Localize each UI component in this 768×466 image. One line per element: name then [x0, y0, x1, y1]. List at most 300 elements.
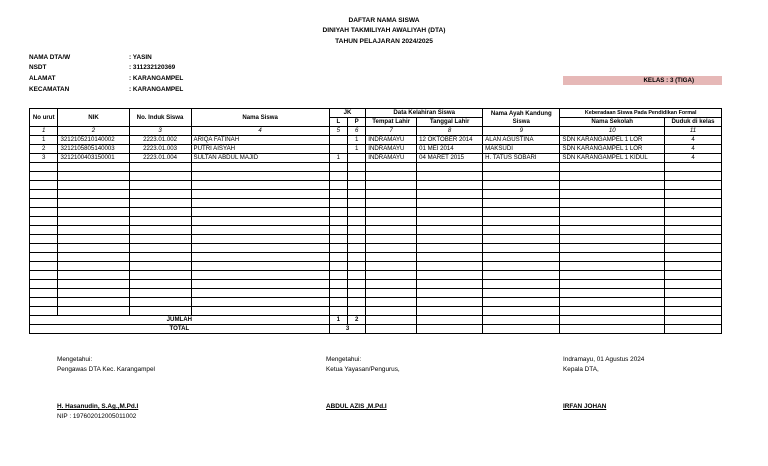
- sig-line1: Indramayu, 01 Agustus 2024: [563, 356, 645, 363]
- empty-cell: [30, 271, 58, 280]
- empty-cell: [58, 163, 129, 172]
- empty-cell: [58, 172, 129, 181]
- empty-cell: [366, 307, 417, 316]
- info-kecamatan: [29, 85, 183, 95]
- empty-cell: [366, 253, 417, 262]
- empty-cell: [129, 226, 191, 235]
- empty-cell: [129, 163, 191, 172]
- empty-cell: [417, 226, 483, 235]
- sig-nip: NIP : 197602012005011002: [57, 413, 137, 420]
- empty-cell: [329, 163, 347, 172]
- header-nik: NIK: [58, 109, 129, 127]
- empty-cell: [483, 307, 560, 316]
- col-number: 1: [30, 127, 58, 136]
- empty-cell: [348, 208, 366, 217]
- empty-cell: [58, 199, 129, 208]
- empty-cell: [560, 298, 665, 307]
- empty-cell: [30, 307, 58, 316]
- empty-cell: [560, 199, 665, 208]
- empty-cell: [483, 325, 560, 334]
- doc-subtitle: DINIYAH TAKMILIYAH AWALIYAH (DTA): [322, 27, 446, 34]
- empty-cell: [665, 226, 722, 235]
- empty-cell: [30, 181, 58, 190]
- empty-cell: [366, 325, 417, 334]
- cell-nama: SULTAN ABDUL MAJID: [191, 154, 329, 163]
- empty-cell: [560, 289, 665, 298]
- empty-cell: [665, 307, 722, 316]
- empty-cell: [665, 172, 722, 181]
- header-tanggal: Tanggal Lahir: [417, 118, 483, 127]
- empty-cell: [417, 208, 483, 217]
- cell-p: [348, 154, 366, 163]
- sig-line1: Mengetahui:: [326, 356, 362, 363]
- empty-cell: [483, 298, 560, 307]
- empty-row: [30, 226, 722, 235]
- empty-cell: [560, 262, 665, 271]
- empty-cell: [560, 217, 665, 226]
- cell-kelas: 4: [665, 154, 722, 163]
- empty-row: [30, 298, 722, 307]
- empty-cell: [191, 298, 329, 307]
- empty-cell: [129, 181, 191, 190]
- empty-cell: [483, 181, 560, 190]
- empty-cell: [129, 190, 191, 199]
- empty-cell: [58, 208, 129, 217]
- empty-cell: [329, 217, 347, 226]
- col-number: 11: [665, 127, 722, 136]
- empty-cell: [191, 235, 329, 244]
- empty-cell: [665, 208, 722, 217]
- empty-cell: [30, 235, 58, 244]
- header-kelahiran: Data Kelahiran Siswa: [366, 109, 483, 118]
- empty-cell: [30, 298, 58, 307]
- empty-cell: [417, 172, 483, 181]
- empty-cell: [483, 289, 560, 298]
- empty-cell: [348, 271, 366, 280]
- sig-name: H. Hasanudin, S.Ag.,M.Pd.I: [57, 403, 139, 410]
- empty-cell: [483, 208, 560, 217]
- empty-cell: [30, 262, 58, 271]
- info-value: : 311232120369: [129, 64, 176, 71]
- empty-cell: [191, 262, 329, 271]
- empty-cell: [665, 280, 722, 289]
- header-duduk: Duduk di kelas: [665, 118, 722, 127]
- empty-cell: [329, 190, 347, 199]
- empty-cell: [191, 199, 329, 208]
- header-induk: No. Induk Siswa: [129, 109, 191, 127]
- empty-cell: [560, 208, 665, 217]
- empty-cell: [58, 244, 129, 253]
- cell-tanggal: 04 MARET 2015: [417, 154, 483, 163]
- empty-cell: [483, 172, 560, 181]
- sig-line2: Ketua Yayasan/Pengurus,: [326, 366, 400, 373]
- empty-cell: [348, 307, 366, 316]
- empty-cell: [30, 190, 58, 199]
- empty-cell: [191, 217, 329, 226]
- table-row: [30, 145, 722, 154]
- empty-cell: [417, 271, 483, 280]
- empty-cell: [483, 316, 560, 325]
- cell-nama: ARIQA FATINAH: [191, 136, 329, 145]
- cell-p: 1: [348, 145, 366, 154]
- empty-cell: [483, 163, 560, 172]
- empty-cell: [665, 199, 722, 208]
- empty-cell: [129, 271, 191, 280]
- table-row: [30, 136, 722, 145]
- signature-pengawas: [57, 355, 155, 422]
- empty-cell: [129, 307, 191, 316]
- empty-cell: [129, 262, 191, 271]
- cell-kelas: 4: [665, 136, 722, 145]
- info-label: NAMA DTA/W: [29, 54, 71, 61]
- empty-cell: [417, 325, 483, 334]
- empty-row: [30, 271, 722, 280]
- empty-cell: [483, 226, 560, 235]
- empty-cell: [30, 172, 58, 181]
- empty-cell: [483, 244, 560, 253]
- empty-cell: [665, 235, 722, 244]
- col-number: 2: [58, 127, 129, 136]
- col-number: 6: [348, 127, 366, 136]
- empty-row: [30, 244, 722, 253]
- empty-cell: [483, 235, 560, 244]
- cell-p: 1: [348, 136, 366, 145]
- empty-cell: [129, 289, 191, 298]
- empty-cell: [483, 262, 560, 271]
- empty-cell: [329, 298, 347, 307]
- empty-cell: [129, 253, 191, 262]
- empty-cell: [129, 298, 191, 307]
- empty-cell: [348, 217, 366, 226]
- empty-cell: [58, 298, 129, 307]
- empty-cell: [366, 181, 417, 190]
- empty-cell: [417, 289, 483, 298]
- empty-cell: [329, 307, 347, 316]
- empty-cell: [417, 316, 483, 325]
- empty-cell: [560, 226, 665, 235]
- empty-cell: [129, 235, 191, 244]
- empty-cell: [366, 316, 417, 325]
- sig-line1: Mengetahui:: [57, 356, 93, 363]
- empty-cell: [483, 253, 560, 262]
- empty-cell: [30, 217, 58, 226]
- empty-cell: [191, 280, 329, 289]
- empty-cell: [348, 235, 366, 244]
- empty-cell: [191, 226, 329, 235]
- empty-cell: [191, 244, 329, 253]
- info-alamat: [29, 74, 183, 84]
- cell-tempat: INDRAMAYU: [366, 136, 417, 145]
- empty-cell: [58, 289, 129, 298]
- empty-cell: [348, 289, 366, 298]
- empty-cell: [560, 316, 665, 325]
- sig-name: IRFAN JOHAN: [563, 403, 607, 410]
- empty-cell: [348, 172, 366, 181]
- empty-cell: [665, 163, 722, 172]
- empty-cell: [348, 244, 366, 253]
- empty-row: [30, 181, 722, 190]
- empty-cell: [191, 253, 329, 262]
- cell-nik: 3212105210140002: [58, 136, 129, 145]
- empty-cell: [665, 298, 722, 307]
- empty-row: [30, 190, 722, 199]
- col-number: 4: [191, 127, 329, 136]
- cell-sekolah: SDN KARANGAMPEL 1 LOR: [560, 145, 665, 154]
- empty-cell: [560, 172, 665, 181]
- empty-cell: [560, 244, 665, 253]
- table-row: [30, 154, 722, 163]
- empty-cell: [417, 307, 483, 316]
- signature-ketua: [326, 355, 400, 412]
- empty-cell: [191, 307, 329, 316]
- empty-cell: [129, 172, 191, 181]
- empty-cell: [58, 235, 129, 244]
- empty-cell: [366, 226, 417, 235]
- empty-cell: [366, 298, 417, 307]
- info-value: : KARANGAMPEL: [129, 75, 184, 82]
- empty-cell: [665, 253, 722, 262]
- empty-cell: [665, 217, 722, 226]
- empty-cell: [58, 262, 129, 271]
- empty-cell: [417, 199, 483, 208]
- empty-cell: [417, 298, 483, 307]
- jumlah-p: 2: [348, 316, 366, 325]
- empty-cell: [665, 262, 722, 271]
- cell-ayah: H. TATUS SOBARI: [483, 154, 560, 163]
- empty-cell: [417, 235, 483, 244]
- empty-cell: [30, 280, 58, 289]
- cell-nik: 3212105805140003: [58, 145, 129, 154]
- cell-ayah: ALAN AGUSTINA: [483, 136, 560, 145]
- empty-cell: [417, 244, 483, 253]
- header-nama: Nama Siswa: [191, 109, 329, 127]
- empty-cell: [58, 253, 129, 262]
- cell-no: 2: [30, 145, 58, 154]
- empty-cell: [665, 244, 722, 253]
- empty-cell: [30, 163, 58, 172]
- empty-cell: [329, 172, 347, 181]
- cell-induk: 2223.01.004: [129, 154, 191, 163]
- signature-kepala: [563, 355, 644, 412]
- empty-cell: [417, 190, 483, 199]
- cell-l: 1: [329, 154, 347, 163]
- empty-cell: [129, 208, 191, 217]
- info-nama-dta: [29, 53, 152, 63]
- empty-cell: [366, 208, 417, 217]
- empty-cell: [483, 280, 560, 289]
- empty-cell: [560, 325, 665, 334]
- jumlah-row: [30, 316, 722, 325]
- cell-tanggal: 12 OKTOBER 2014: [417, 136, 483, 145]
- doc-title: DAFTAR NAMA SISWA: [348, 17, 420, 24]
- empty-row: [30, 217, 722, 226]
- empty-cell: [417, 217, 483, 226]
- empty-cell: [560, 253, 665, 262]
- empty-cell: [329, 289, 347, 298]
- empty-cell: [366, 172, 417, 181]
- cell-nik: 3212100403150001: [58, 154, 129, 163]
- empty-cell: [30, 226, 58, 235]
- sig-name: ABDUL AZIS ,M.Pd.I: [326, 403, 387, 410]
- header-tempat: Tempat Lahir: [366, 118, 417, 127]
- empty-cell: [30, 199, 58, 208]
- empty-cell: [329, 226, 347, 235]
- info-label: NSDT: [29, 64, 47, 71]
- empty-cell: [30, 244, 58, 253]
- cell-kelas: 4: [665, 145, 722, 154]
- total-label: TOTAL: [30, 325, 330, 334]
- empty-cell: [483, 199, 560, 208]
- doc-year: TAHUN PELAJARAN 2024/2025: [335, 38, 433, 45]
- empty-cell: [348, 190, 366, 199]
- empty-cell: [58, 181, 129, 190]
- empty-cell: [366, 163, 417, 172]
- empty-cell: [560, 190, 665, 199]
- empty-cell: [483, 217, 560, 226]
- col-number: 5: [329, 127, 347, 136]
- empty-row: [30, 289, 722, 298]
- info-label: KECAMATAN: [29, 86, 70, 93]
- empty-cell: [329, 244, 347, 253]
- empty-cell: [191, 172, 329, 181]
- col-number: 8: [417, 127, 483, 136]
- jumlah-l: 1: [329, 316, 347, 325]
- empty-cell: [560, 163, 665, 172]
- header-sekolah: Nama Sekolah: [560, 118, 665, 127]
- empty-row: [30, 163, 722, 172]
- empty-cell: [191, 181, 329, 190]
- empty-cell: [329, 280, 347, 289]
- empty-cell: [58, 271, 129, 280]
- empty-row: [30, 253, 722, 262]
- header-keberadaan: Keberadaan Siswa Pada Pendidikan Formal: [560, 109, 722, 118]
- cell-nama: PUTRI AISYAH: [191, 145, 329, 154]
- sig-line2: Pengawas DTA Kec. Karangampel: [57, 366, 155, 373]
- empty-cell: [366, 262, 417, 271]
- table-body: [30, 136, 722, 316]
- empty-cell: [665, 325, 722, 334]
- empty-cell: [348, 226, 366, 235]
- sig-line2: Kepala DTA,: [563, 366, 599, 373]
- cell-no: 3: [30, 154, 58, 163]
- cell-tempat: INDRAMAYU: [366, 154, 417, 163]
- empty-cell: [366, 235, 417, 244]
- empty-cell: [348, 262, 366, 271]
- header-no: No urut: [30, 109, 58, 127]
- total-row: [30, 325, 722, 334]
- empty-cell: [560, 307, 665, 316]
- empty-cell: [58, 307, 129, 316]
- col-number: 9: [483, 127, 560, 136]
- empty-cell: [329, 262, 347, 271]
- kelas-badge: KELAS : 3 (TIGA): [563, 76, 722, 85]
- empty-cell: [191, 208, 329, 217]
- empty-cell: [191, 163, 329, 172]
- empty-cell: [58, 217, 129, 226]
- col-number: 3: [129, 127, 191, 136]
- cell-induk: 2223.01.003: [129, 145, 191, 154]
- header-l: L: [329, 118, 347, 127]
- header-jk: JK: [329, 109, 366, 118]
- empty-cell: [665, 316, 722, 325]
- empty-cell: [417, 262, 483, 271]
- empty-row: [30, 208, 722, 217]
- header-p: P: [348, 118, 366, 127]
- empty-cell: [129, 280, 191, 289]
- empty-row: [30, 235, 722, 244]
- empty-cell: [366, 217, 417, 226]
- empty-cell: [417, 181, 483, 190]
- empty-cell: [366, 244, 417, 253]
- info-value: : YASIN: [129, 54, 152, 61]
- empty-cell: [329, 181, 347, 190]
- total-value: 3: [329, 325, 366, 334]
- header-ayah: Nama Ayah Kandung Siswa: [483, 109, 560, 127]
- empty-cell: [129, 217, 191, 226]
- empty-row: [30, 172, 722, 181]
- empty-cell: [348, 181, 366, 190]
- info-value: : KARANGAMPEL: [129, 86, 184, 93]
- empty-cell: [665, 289, 722, 298]
- empty-cell: [58, 280, 129, 289]
- cell-induk: 2223.01.002: [129, 136, 191, 145]
- cell-l: [329, 136, 347, 145]
- empty-cell: [665, 271, 722, 280]
- empty-cell: [560, 271, 665, 280]
- cell-l: [329, 145, 347, 154]
- empty-cell: [483, 190, 560, 199]
- empty-cell: [30, 253, 58, 262]
- empty-row: [30, 262, 722, 271]
- empty-cell: [665, 181, 722, 190]
- empty-cell: [348, 298, 366, 307]
- cell-sekolah: SDN KARANGAMPEL 1 KIDUL: [560, 154, 665, 163]
- empty-cell: [129, 199, 191, 208]
- empty-cell: [191, 289, 329, 298]
- empty-cell: [366, 289, 417, 298]
- empty-cell: [417, 253, 483, 262]
- empty-cell: [329, 208, 347, 217]
- empty-cell: [366, 199, 417, 208]
- empty-cell: [348, 163, 366, 172]
- empty-cell: [348, 280, 366, 289]
- empty-cell: [30, 208, 58, 217]
- empty-cell: [329, 199, 347, 208]
- col-number: 7: [366, 127, 417, 136]
- info-label: ALAMAT: [29, 75, 56, 82]
- empty-cell: [366, 190, 417, 199]
- empty-row: [30, 307, 722, 316]
- empty-cell: [58, 226, 129, 235]
- empty-row: [30, 199, 722, 208]
- empty-cell: [348, 253, 366, 262]
- cell-tempat: INDRAMAYU: [366, 145, 417, 154]
- empty-cell: [30, 289, 58, 298]
- empty-cell: [329, 235, 347, 244]
- empty-cell: [191, 271, 329, 280]
- empty-cell: [329, 253, 347, 262]
- empty-cell: [417, 163, 483, 172]
- empty-cell: [483, 271, 560, 280]
- cell-no: 1: [30, 136, 58, 145]
- student-table: [29, 108, 722, 334]
- empty-cell: [366, 271, 417, 280]
- empty-row: [30, 280, 722, 289]
- empty-cell: [348, 199, 366, 208]
- empty-cell: [191, 190, 329, 199]
- empty-cell: [329, 271, 347, 280]
- empty-cell: [417, 280, 483, 289]
